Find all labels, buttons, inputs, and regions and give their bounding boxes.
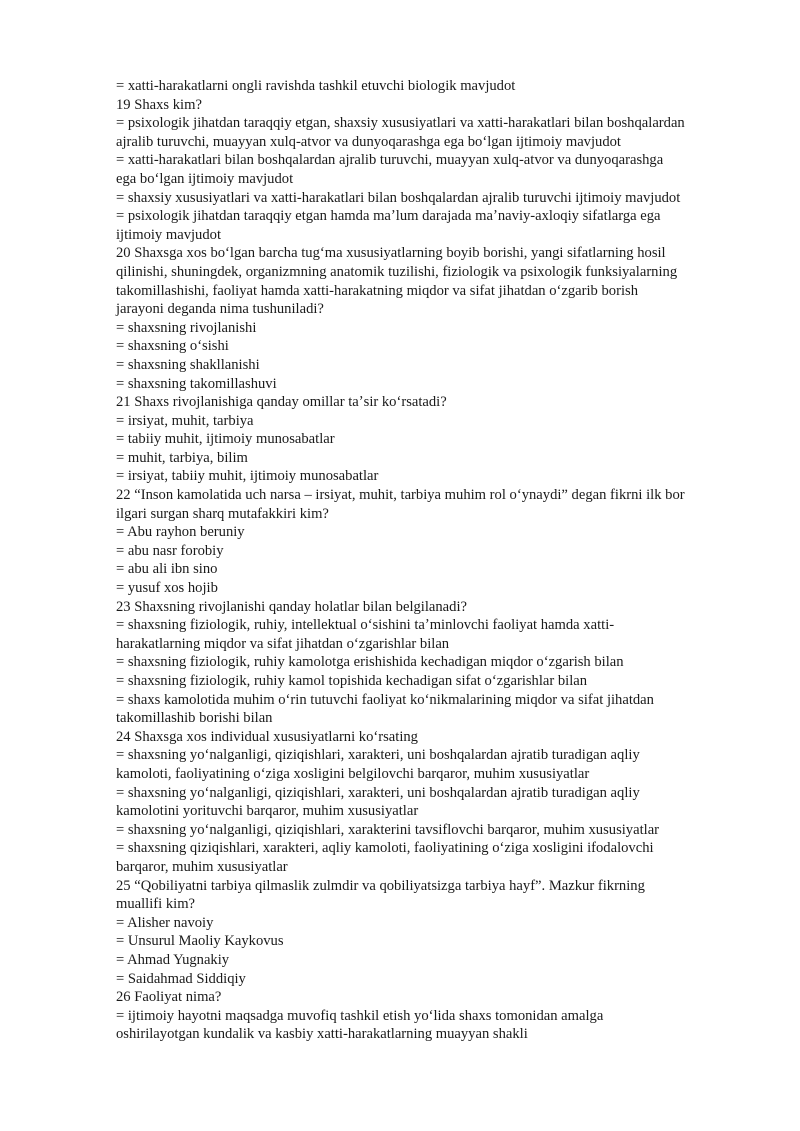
question-heading: 20 Shaxsga xos boʻlgan barcha tugʻma xususiyatlarning boyib borishi, yangi sifatlarning hosil: [116, 245, 666, 262]
answer-option: = shaxsning yoʻnalganligi, qiziqishlari, xarakteri, uni boshqalardan ajratib turadigan aqliy: [116, 784, 640, 801]
answer-option: = psixologik jihatdan taraqqiy etgan hamda maʼlum darajada maʼnaviy-axloqiy sifatlarga ega: [116, 208, 661, 225]
answer-option: = shaxsiy xususiyatlari va xatti-harakatlari bilan boshqalardan ajralib turuvchi ijtimoiy mavjudot: [116, 189, 681, 206]
answer-option: = shaxs kamolotida muhim oʻrin tutuvchi faoliyat koʻnikmalarining miqdor va sifat jihatdan: [116, 691, 654, 708]
answer-option: = shaxsning rivojlanishi: [116, 319, 257, 336]
text-line: = xatti-harakatlarni ongli ravishda tashkil etuvchi biologik mavjudot: [116, 78, 516, 94]
answer-option: = tabiiy muhit, ijtimoiy munosabatlar: [116, 431, 335, 448]
answer-option: = yusuf xos hojib: [116, 580, 218, 597]
text-line: takomillashishi, faoliyat hamda xatti-harakatning miqdor va sifat jihatdan oʻzgarib borish: [116, 282, 638, 299]
answer-option: = shaxsning shakllanishi: [116, 356, 260, 373]
answer-option: = ijtimoiy hayotni maqsadga muvofiq tashkil etish yoʻlida shaxs tomonidan amalga: [116, 1007, 604, 1024]
answer-option: = irsiyat, tabiiy muhit, ijtimoiy munosabatlar: [116, 468, 379, 485]
document-page: [116, 77, 756, 1044]
answer-option: = shaxsning yoʻnalganligi, qiziqishlari, xarakteri, uni boshqalardan ajratib turadigan aqliy: [116, 747, 640, 764]
answer-option: = Saidahmad Siddiqiy: [116, 970, 246, 987]
answer-option: = abu ali ibn sino: [116, 561, 218, 578]
text-line: kamoloti, faoliyatining oʻziga xosligini belgilovchi barqaror, muhim xususiyatlar: [116, 765, 590, 782]
answer-option: = Abu rayhon beruniy: [116, 524, 245, 541]
text-line: barqaror, muhim xususiyatlar: [116, 858, 288, 875]
answer-option: = muhit, tarbiya, bilim: [116, 449, 248, 466]
question-heading: 26 Faoliyat nima?: [116, 989, 222, 1006]
question-heading: 25 “Qobiliyatni tarbiya qilmaslik zulmdir va qobiliyatsizga tarbiya hayf”. Mazkur fikrning: [116, 877, 645, 894]
answer-option: = abu nasr forobiy: [116, 542, 224, 559]
question-heading: 21 Shaxs rivojlanishiga qanday omillar taʼsir koʻrsatadi?: [116, 394, 447, 411]
text-line: ijtimoiy mavjudot: [116, 226, 221, 243]
text-line: ega boʻlgan ijtimoiy mavjudot: [116, 170, 294, 187]
text-line: kamolotini yorituvchi barqaror, muhim xususiyatlar: [116, 803, 419, 820]
answer-option: = shaxsning fiziologik, ruhiy kamolotga erishishida kechadigan miqdor oʻzgarish bilan: [116, 654, 624, 671]
question-heading: 19 Shaxs kim?: [116, 96, 202, 113]
text-line: muallifi kim?: [116, 896, 196, 913]
answer-option: = shaxsning takomillashuvi: [116, 375, 277, 392]
text-line: qilinishi, shuningdek, organizmning anatomik tuzilishi, fiziologik va psixologik funksiyalarning: [116, 263, 678, 280]
answer-option: = psixologik jihatdan taraqqiy etgan, shaxsiy xususiyatlari va xatti-harakatlari bilan boshqalardan: [116, 115, 685, 132]
text-line: takomillashib borishi bilan: [116, 710, 273, 727]
text-line: ilgari surgan sharq mutafakkiri kim?: [116, 505, 329, 522]
answer-option: = shaxsning qiziqishlari, xarakteri, aqliy kamoloti, faoliyatining oʻziga xosligini ifodalovchi: [116, 840, 654, 857]
text-line: jarayoni deganda nima tushuniladi?: [116, 301, 324, 318]
text-line: harakatlarning miqdor va sifat jihatdan oʻzgarishlar bilan: [116, 635, 450, 652]
answer-option: = shaxsning oʻsishi: [116, 338, 229, 355]
question-heading: 23 Shaxsning rivojlanishi qanday holatlar bilan belgilanadi?: [116, 598, 467, 615]
answer-option: = Alisher navoiy: [116, 914, 214, 931]
answer-option: = shaxsning fiziologik, ruhiy, intellektual oʻsishini taʼminlovchi faoliyat hamda xatti-: [116, 617, 615, 634]
answer-option: = Ahmad Yugnakiy: [116, 951, 230, 968]
text-line: oshirilayotgan kundalik va kasbiy xatti-harakatlarning muayyan shakli: [116, 1026, 528, 1043]
text-line: ajralib turuvchi, muayyan xulq-atvor va dunyoqarashga ega boʻlgan ijtimoiy mavjudot: [116, 133, 621, 150]
answer-option: = shaxsning yoʻnalganligi, qiziqishlari, xarakterini tavsiflovchi barqaror, muhim xususiyatlar: [116, 821, 660, 838]
question-heading: 24 Shaxsga xos individual xususiyatlarni koʻrsating: [116, 728, 418, 745]
answer-option: = Unsurul Maoliy Kaykovus: [116, 933, 284, 950]
answer-option: = shaxsning fiziologik, ruhiy kamol topishida kechadigan sifat oʻzgarishlar bilan: [116, 673, 588, 689]
answer-option: = xatti-harakatlari bilan boshqalardan ajralib turuvchi, muayyan xulq-atvor va dunyoqarashga: [116, 152, 664, 169]
question-heading: 22 “Inson kamolatida uch narsa – irsiyat, muhit, tarbiya muhim rol oʻynaydi” degan fikrni ilk bor: [116, 487, 685, 504]
answer-option: = irsiyat, muhit, tarbiya: [116, 412, 254, 429]
